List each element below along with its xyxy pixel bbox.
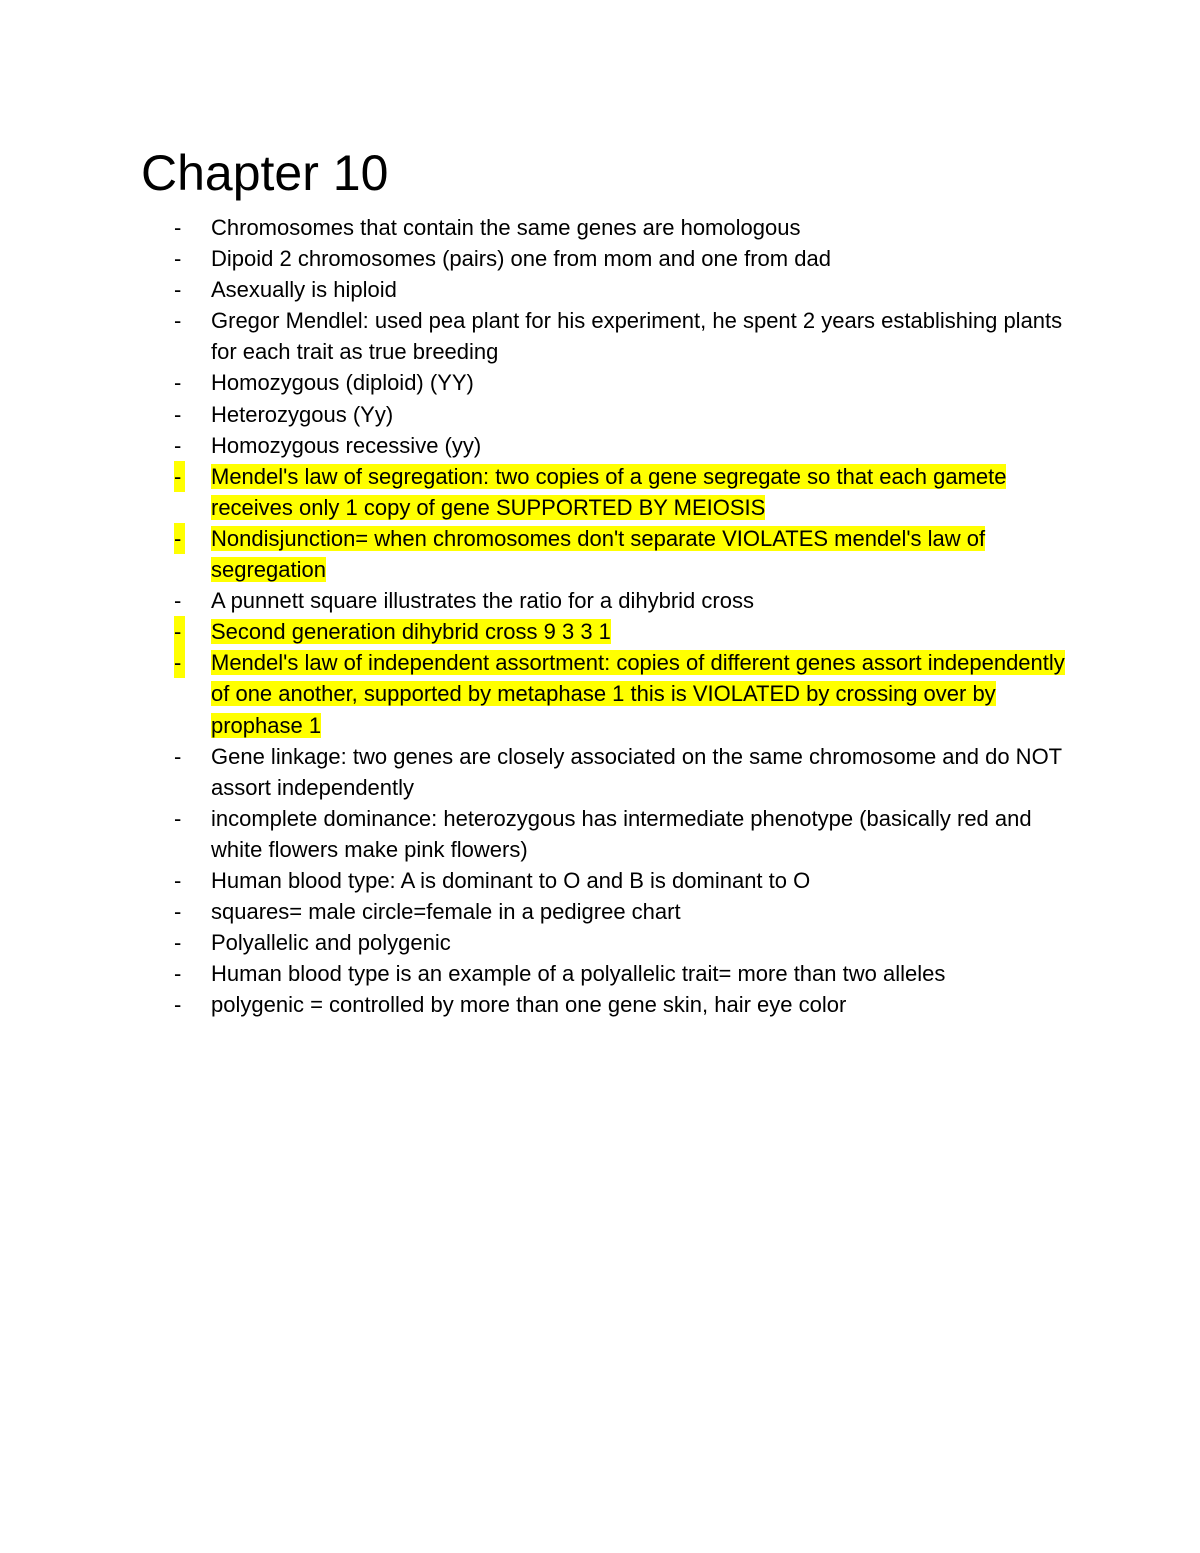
page-title: Chapter 10 (141, 145, 389, 201)
bullet-dash: - (174, 899, 182, 925)
note-text: Chromosomes that contain the same genes are homologous (211, 215, 801, 240)
bullet-dash: - (174, 401, 182, 427)
list-item (174, 585, 1071, 616)
list-item (174, 305, 1071, 367)
list-item (174, 523, 1071, 585)
list-item (174, 243, 1071, 274)
note-text: Heterozygous (Yy) (211, 401, 394, 427)
note-text: squares= male circle=female in a pedigree chart (211, 899, 681, 925)
bullet-dash: - (174, 647, 185, 678)
note-text: Gregor Mendlel: used pea plant for his experiment, he spent 2 years establishing plants for each trait as true breeding (211, 308, 1063, 365)
note-text: Homozygous (diploid) (YY) (211, 370, 474, 396)
highlighted-note-text: Mendel's law of segregation: two copies of a gene segregate so that each gamete receives only 1 copy of gene SUPPORTED BY MEIOSIS (211, 463, 1007, 520)
list-item (174, 399, 1071, 430)
bullet-dash: - (174, 215, 182, 240)
notes-list (174, 212, 1074, 1020)
bullet-dash: - (174, 588, 182, 614)
note-text: Homozygous recessive (yy) (211, 432, 482, 458)
list-item (174, 896, 1071, 927)
bullet-dash: - (174, 743, 182, 769)
note-text: Human blood type: A is dominant to O and B is dominant to O (211, 867, 811, 893)
note-text: Gene linkage: two genes are closely associated on the same chromosome and do NOT assort independently (211, 743, 1062, 800)
note-text: Human blood type is an example of a polyallelic trait= more than two alleles (211, 961, 946, 987)
bullet-dash: - (174, 461, 185, 492)
note-text: incomplete dominance: heterozygous has intermediate phenotype (basically red and white flowers make pink flowers) (211, 805, 1032, 862)
bullet-dash: - (174, 308, 182, 334)
bullet-dash: - (174, 370, 182, 396)
list-item (174, 616, 1071, 647)
list-item (174, 927, 1071, 958)
bullet-dash: - (174, 992, 182, 1018)
list-item (174, 647, 1071, 740)
list-item (174, 430, 1071, 461)
bullet-dash: - (174, 246, 182, 272)
bullet-dash: - (174, 277, 182, 303)
list-item (174, 741, 1071, 803)
list-item (174, 367, 1071, 398)
note-text: polygenic = controlled by more than one gene skin, hair eye color (211, 992, 847, 1018)
highlighted-note-text: Nondisjunction= when chromosomes don't separate VIOLATES mendel's law of segregation (211, 525, 986, 583)
list-item (174, 989, 1071, 1020)
list-item (174, 461, 1071, 523)
bullet-dash: - (174, 961, 182, 987)
list-item (174, 865, 1071, 896)
highlighted-note-text: Mendel's law of independent assortment: copies of different genes assort independently of one another, supported by metaphase 1 this is VIOLATED by crossing over by prophase 1 (211, 650, 1065, 738)
note-text: A punnett square illustrates the ratio for a dihybrid cross (211, 588, 754, 614)
list-item (174, 958, 1071, 989)
list-item (174, 274, 1071, 305)
list-item (174, 212, 1071, 243)
highlighted-note-text: Second generation dihybrid cross 9 3 3 1 (211, 619, 611, 645)
bullet-dash: - (174, 432, 182, 458)
list-item (174, 803, 1071, 865)
bullet-dash: - (174, 930, 182, 956)
note-text: Dipoid 2 chromosomes (pairs) one from mom and one from dad (211, 246, 831, 272)
bullet-dash: - (174, 616, 185, 647)
bullet-dash: - (174, 867, 182, 893)
bullet-dash: - (174, 805, 182, 831)
note-text: Polyallelic and polygenic (211, 930, 451, 956)
note-text: Asexually is hiploid (211, 277, 397, 303)
bullet-dash: - (174, 523, 185, 554)
